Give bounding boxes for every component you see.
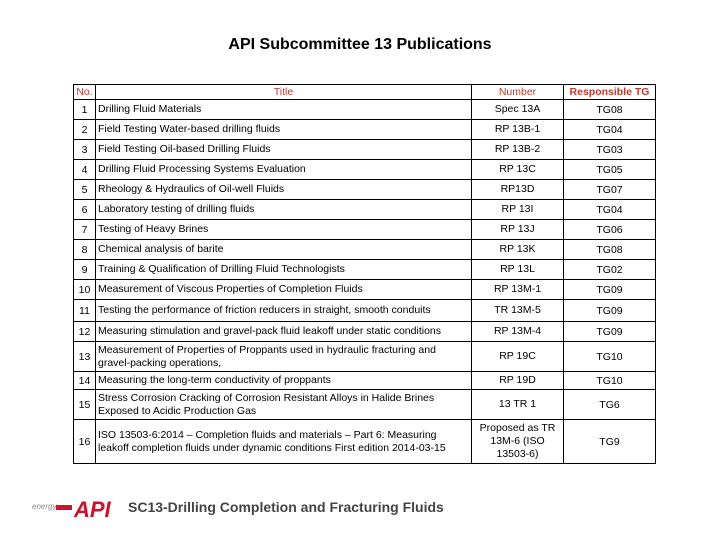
row-number: 13 — [74, 342, 96, 372]
row-publication-number: RP 13L — [472, 260, 564, 280]
row-title: Drilling Fluid Processing Systems Evaluation — [96, 160, 472, 180]
row-number: 2 — [74, 120, 96, 140]
row-title: Measuring stimulation and gravel-pack fluid leakoff under static conditions — [96, 322, 472, 342]
table-row — [74, 240, 656, 260]
row-title: Chemical analysis of barite — [96, 240, 472, 260]
api-logo-bar — [56, 505, 72, 510]
table-row — [74, 140, 656, 160]
row-title: Laboratory testing of drilling fluids — [96, 200, 472, 220]
row-publication-number: RP 13C — [472, 160, 564, 180]
row-publication-number: Proposed as TR 13M-6 (ISO 13503-6) — [472, 420, 564, 464]
energy-tagline: energy — [32, 502, 57, 511]
row-number: 8 — [74, 240, 96, 260]
api-logo-icon — [56, 496, 122, 520]
row-number: 5 — [74, 180, 96, 200]
table-row — [74, 390, 656, 420]
header-title: Title — [96, 85, 472, 100]
table-row — [74, 160, 656, 180]
row-responsible-tg: TG07 — [564, 180, 656, 200]
row-publication-number: RP 13J — [472, 220, 564, 240]
row-publication-number: RP 13M-1 — [472, 280, 564, 300]
row-number: 3 — [74, 140, 96, 160]
row-title: Field Testing Water-based drilling fluids — [96, 120, 472, 140]
row-title: Measurement of Properties of Proppants used in hydraulic fracturing and gravel-packing operations, — [96, 342, 472, 372]
table-row — [74, 260, 656, 280]
row-title: Testing the performance of friction reducers in straight, smooth conduits — [96, 300, 472, 322]
row-responsible-tg: TG03 — [564, 140, 656, 160]
row-responsible-tg: TG08 — [564, 100, 656, 120]
row-title: Rheology & Hydraulics of Oil-well Fluids — [96, 180, 472, 200]
row-publication-number: RP 19D — [472, 372, 564, 390]
publications-table — [73, 84, 656, 464]
row-publication-number: RP 13M-4 — [472, 322, 564, 342]
row-publication-number: RP 13K — [472, 240, 564, 260]
row-publication-number: RP 13B-2 — [472, 140, 564, 160]
row-publication-number: TR 13M-5 — [472, 300, 564, 322]
table-row — [74, 220, 656, 240]
row-responsible-tg: TG05 — [564, 160, 656, 180]
row-responsible-tg: TG02 — [564, 260, 656, 280]
row-number: 6 — [74, 200, 96, 220]
table-row — [74, 300, 656, 322]
table-row — [74, 100, 656, 120]
table-row — [74, 200, 656, 220]
row-responsible-tg: TG06 — [564, 220, 656, 240]
header-no: No. — [74, 85, 96, 100]
row-title: ISO 13503-6:2014 – Completion fluids and materials – Part 6: Measuring leakoff completion fluids under dynamic conditions First edition 2014-03-15 — [96, 420, 472, 464]
row-title: Measurement of Viscous Properties of Completion Fluids — [96, 280, 472, 300]
row-number: 12 — [74, 322, 96, 342]
row-publication-number: RP13D — [472, 180, 564, 200]
table-row — [74, 120, 656, 140]
row-responsible-tg: TG10 — [564, 372, 656, 390]
table-row — [74, 280, 656, 300]
row-number: 15 — [74, 390, 96, 420]
table-row — [74, 342, 656, 372]
row-publication-number: 13 TR 1 — [472, 390, 564, 420]
row-responsible-tg: TG09 — [564, 300, 656, 322]
row-title: Stress Corrosion Cracking of Corrosion Resistant Alloys in Halide Brines Exposed to Acidic Production Gas — [96, 390, 472, 420]
row-publication-number: RP 13B-1 — [472, 120, 564, 140]
row-number: 4 — [74, 160, 96, 180]
table-row — [74, 420, 656, 464]
row-number: 16 — [74, 420, 96, 464]
row-number: 9 — [74, 260, 96, 280]
row-title: Training & Qualification of Drilling Fluid Technologists — [96, 260, 472, 280]
table-row — [74, 372, 656, 390]
row-responsible-tg: TG10 — [564, 342, 656, 372]
api-logo-text: API — [74, 497, 111, 520]
row-responsible-tg: TG6 — [564, 390, 656, 420]
row-number: 10 — [74, 280, 96, 300]
row-publication-number: RP 19C — [472, 342, 564, 372]
row-publication-number: Spec 13A — [472, 100, 564, 120]
table-row — [74, 322, 656, 342]
row-number: 7 — [74, 220, 96, 240]
row-publication-number: RP 13I — [472, 200, 564, 220]
footer-title: SC13-Drilling Completion and Fracturing Fluids — [128, 499, 444, 515]
table-header-row — [74, 85, 656, 100]
row-number: 11 — [74, 300, 96, 322]
row-number: 1 — [74, 100, 96, 120]
row-number: 14 — [74, 372, 96, 390]
row-title: Testing of Heavy Brines — [96, 220, 472, 240]
row-responsible-tg: TG09 — [564, 322, 656, 342]
row-title: Field Testing Oil-based Drilling Fluids — [96, 140, 472, 160]
row-title: Measuring the long-term conductivity of proppants — [96, 372, 472, 390]
table-row — [74, 180, 656, 200]
row-responsible-tg: TG9 — [564, 420, 656, 464]
row-responsible-tg: TG09 — [564, 280, 656, 300]
row-responsible-tg: TG04 — [564, 120, 656, 140]
header-number: Number — [472, 85, 564, 100]
page-title: API Subcommittee 13 Publications — [228, 36, 492, 53]
row-title: Drilling Fluid Materials — [96, 100, 472, 120]
row-responsible-tg: TG08 — [564, 240, 656, 260]
row-responsible-tg: TG04 — [564, 200, 656, 220]
footer-banner — [32, 496, 452, 522]
header-responsible-tg: Responsible TG — [564, 85, 656, 100]
